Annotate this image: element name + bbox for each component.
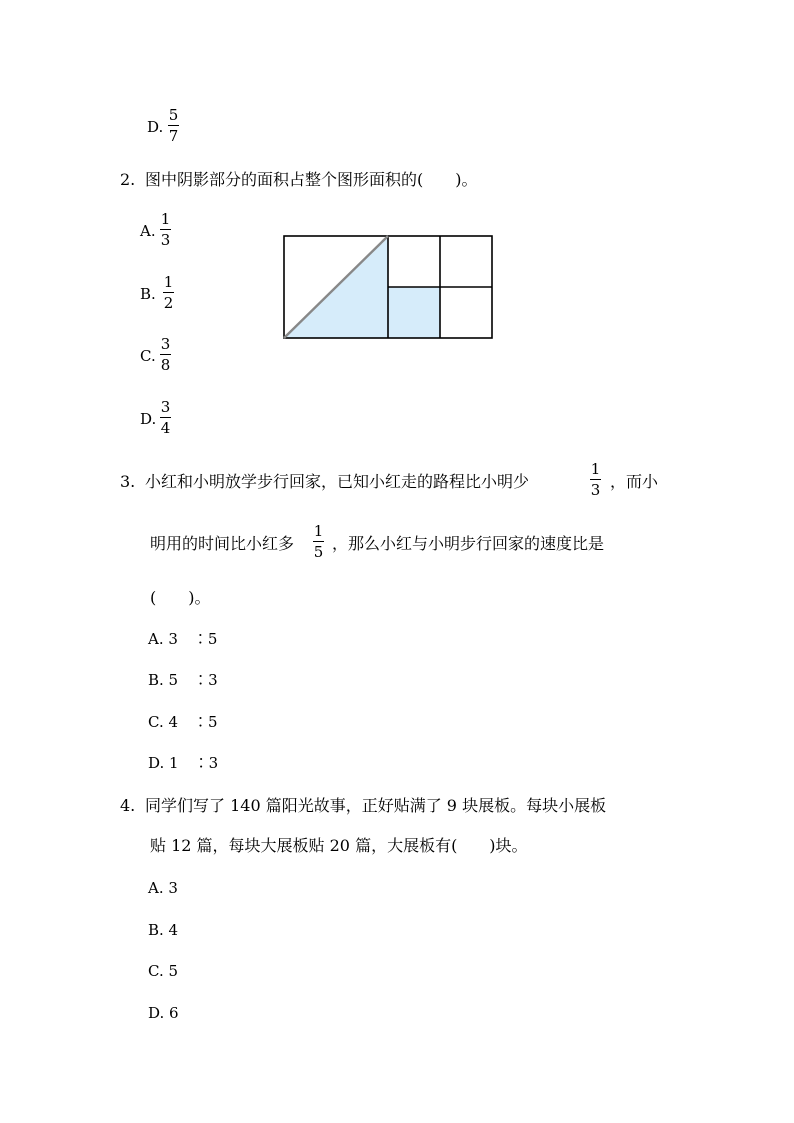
q1-option-d-fraction bbox=[168, 106, 179, 145]
q4-option-c: C. 5 bbox=[148, 962, 179, 980]
q4-line2: 贴 12 篇，每块大展板贴 20 篇，大展板有( )块。 bbox=[150, 836, 528, 855]
q2-shaded-figure bbox=[283, 235, 495, 341]
fraction-bar bbox=[313, 541, 324, 542]
q4-number: 4. bbox=[120, 796, 136, 815]
fraction-denominator: 7 bbox=[168, 127, 179, 145]
q3-option-b: B. 5 ∶3 bbox=[148, 671, 218, 689]
q4-option-b: B. 4 bbox=[148, 921, 179, 939]
fraction-bar bbox=[163, 292, 174, 293]
q3-line2-a: 明用的时间比小红多 bbox=[150, 534, 295, 553]
fraction-bar bbox=[168, 125, 179, 126]
q2-option-d-label: D. bbox=[140, 410, 157, 428]
fraction-denominator: 8 bbox=[160, 356, 171, 374]
q1-option-d-label: D. bbox=[147, 118, 164, 136]
fraction-denominator: 2 bbox=[163, 294, 174, 312]
fraction-denominator: 5 bbox=[313, 543, 324, 561]
shaded-square bbox=[388, 287, 440, 338]
fraction-bar bbox=[160, 354, 171, 355]
q2-option-a-fraction bbox=[160, 210, 171, 249]
q3-line1-a: 小红和小明放学步行回家，已知小红走的路程比小明少 bbox=[145, 472, 530, 491]
fraction-bar bbox=[160, 229, 171, 230]
fraction-numerator: 1 bbox=[590, 460, 601, 478]
q3-fraction-2 bbox=[313, 522, 324, 561]
q3-line3: ( )。 bbox=[150, 588, 211, 607]
q3-number: 3. bbox=[120, 472, 136, 491]
q2-option-b-fraction bbox=[163, 273, 174, 312]
q3-line2-b: ，那么小红与小明步行回家的速度比是 bbox=[332, 534, 605, 553]
q3-option-a: A. 3 ∶5 bbox=[148, 630, 218, 648]
q2-option-a-label: A. bbox=[140, 222, 156, 240]
q2-question-text: 图中阴影部分的面积占整个图形面积的( )。 bbox=[145, 170, 478, 189]
q4-option-a: A. 3 bbox=[148, 879, 178, 897]
q4-line1: 同学们写了 140 篇阳光故事，正好贴满了 9 块展板。每块小展板 bbox=[145, 796, 607, 815]
fraction-numerator: 3 bbox=[160, 398, 171, 416]
fraction-denominator: 3 bbox=[590, 481, 601, 499]
q2-option-c-label: C. bbox=[140, 347, 156, 365]
q2-option-c-fraction bbox=[160, 335, 171, 374]
q3-fraction-1 bbox=[590, 460, 601, 499]
q4-option-d: D. 6 bbox=[148, 1004, 179, 1022]
fraction-bar bbox=[590, 479, 601, 480]
fraction-numerator: 5 bbox=[168, 106, 179, 124]
q2-option-d-fraction bbox=[160, 398, 171, 437]
fraction-numerator: 1 bbox=[313, 522, 324, 540]
fraction-numerator: 3 bbox=[160, 335, 171, 353]
q2-option-b-label: B. bbox=[140, 285, 156, 303]
q3-line1-b: ，而小 bbox=[610, 472, 659, 491]
fraction-numerator: 1 bbox=[160, 210, 171, 228]
q2-number: 2. bbox=[120, 170, 136, 189]
q3-option-c: C. 4 ∶5 bbox=[148, 713, 218, 731]
fraction-numerator: 1 bbox=[163, 273, 174, 291]
fraction-denominator: 4 bbox=[160, 419, 171, 437]
fraction-bar bbox=[160, 417, 171, 418]
q3-option-d: D. 1 ∶3 bbox=[148, 754, 219, 772]
fraction-denominator: 3 bbox=[160, 231, 171, 249]
